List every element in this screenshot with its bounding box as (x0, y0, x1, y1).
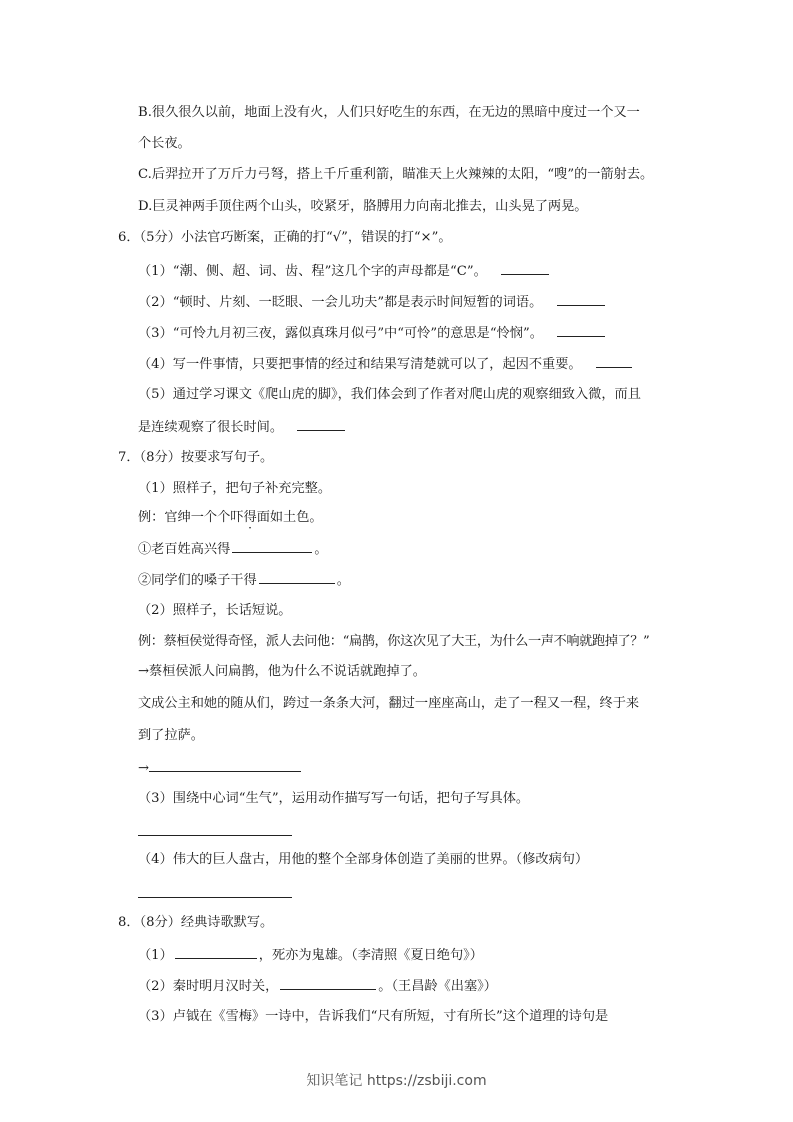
q6-item-4-text: （4）写一件事情，只要把事情的经过和结果写清楚就可以了，起因不重要。 (138, 357, 582, 372)
q7-part1-b (138, 569, 350, 591)
answer-blank[interactable] (557, 291, 605, 306)
answer-blank[interactable] (280, 975, 376, 990)
q6-title: 6．（5分）小法官巧断案，正确的打“√”，错误的打“×”。 (118, 230, 452, 245)
q5-option-d: D.巨灵神两手顶住两个山头，咬紧牙，胳膊用力向南北推去，山头晃了两晃。 (138, 199, 588, 214)
q7-part2-text-line1: 文成公主和她的随从们，跨过一条条大河，翻过一座座高山，走了一程又一程，终于来 (138, 696, 640, 711)
arrow: → (138, 761, 150, 776)
q8-part1-suffix: ，死亦为鬼雄。（李清照《夏日绝句》） (258, 948, 483, 963)
example-emphasis: 得 (243, 510, 257, 525)
q7-part2-title: （2）照样子，长话短说。 (138, 603, 292, 618)
answer-blank[interactable] (259, 569, 335, 584)
q7-title: 7．（8分）按要求写句子。 (118, 450, 274, 465)
q6-item-1-text: （1）“潮、侧、超、词、齿、程”这几个字的声母都是“C”。 (138, 264, 487, 279)
q6-item-2 (138, 291, 607, 313)
period: 。 (336, 573, 350, 588)
q8-title: 8．（8分）经典诗歌默写。 (118, 915, 274, 930)
footer-watermark: 知识笔记 https://zsbiji.com (306, 1073, 487, 1089)
q6-item-5: （5）通过学习课文《爬山虎的脚》，我们体会到了作者对爬山虎的观察细致入微，而且 (138, 387, 641, 402)
period: 。 (314, 542, 328, 557)
q7-part2-answer (138, 757, 303, 779)
q5-option-c: C.后羿拉开了万斤力弓弩，搭上千斤重利箭，瞄准天上火辣辣的太阳，“嗖”的一箭射去。 (138, 167, 654, 182)
answer-blank[interactable] (501, 260, 549, 275)
answer-blank[interactable] (175, 944, 257, 959)
example-prefix: 例：官绅一个个吓 (138, 510, 244, 525)
q6-item-3 (138, 322, 607, 344)
q7-part1-b-text: ②同学们的嗓子干得 (138, 573, 257, 588)
q6-item-2-text: （2）“顿时、片刻、一眨眼、一会儿功夫”都是表示时间短暂的词语。 (138, 295, 543, 310)
q6-item-1 (138, 260, 551, 282)
q7-part4-title: （4）伟大的巨人盘古，用他的整个全部身体创造了美丽的世界。（修改病句） (138, 852, 589, 867)
answer-blank[interactable] (232, 538, 312, 553)
q6-item-5-cont-text: 是连续观察了很长时间。 (138, 420, 284, 435)
answer-blank[interactable] (149, 757, 301, 772)
q7-part1-title: （1）照样子，把句子补充完整。 (138, 481, 332, 496)
answer-line[interactable] (138, 897, 292, 898)
q7-part1-a (138, 538, 328, 560)
q8-part1 (138, 944, 483, 966)
q7-part2-text-line2: 到了拉萨。 (138, 728, 204, 743)
q8-part1-prefix: （1） (138, 948, 173, 963)
q8-part2-suffix: 。（王昌龄《出塞》） (378, 979, 497, 994)
q8-part2-prefix: （2）秦时明月汉时关， (138, 979, 279, 994)
q8-part2 (138, 975, 497, 997)
q8-part3: （3）卢钺在《雪梅》一诗中，告诉我们“尺有所短，寸有所长”这个道理的诗句是 (138, 1009, 609, 1024)
answer-blank[interactable] (596, 353, 632, 368)
answer-blank[interactable] (557, 322, 605, 337)
q7-part2-example: 例：蔡桓侯觉得奇怪，派人去问他：“扁鹊，你这次见了大王，为什么一声不响就跑掉了？” (138, 634, 650, 649)
q7-part1-example (138, 508, 323, 528)
q6-item-5-cont (138, 416, 347, 438)
example-suffix: 面如土色。 (256, 510, 323, 525)
q6-item-3-text: （3）“可怜九月初三夜，露似真珠月似弓”中“可怜”的意思是“怜悯”。 (138, 326, 543, 341)
q6-item-4 (138, 353, 634, 375)
q5-option-b-line2: 个长夜。 (138, 136, 191, 151)
answer-line[interactable] (138, 835, 292, 836)
q5-option-b-line1: B.很久很久以前，地面上没有火，人们只好吃生的东西，在无边的黑暗中度过一个又一 (138, 105, 640, 120)
q7-part2-example-answer: →蔡桓侯派人问扁鹊，他为什么不说话就跑掉了。 (138, 664, 426, 679)
q7-part1-a-text: ①老百姓高兴得 (138, 542, 231, 557)
answer-blank[interactable] (297, 416, 345, 431)
q7-part3-title: （3）围绕中心词“生气”，运用动作描写写一句话，把句子写具体。 (138, 791, 530, 806)
